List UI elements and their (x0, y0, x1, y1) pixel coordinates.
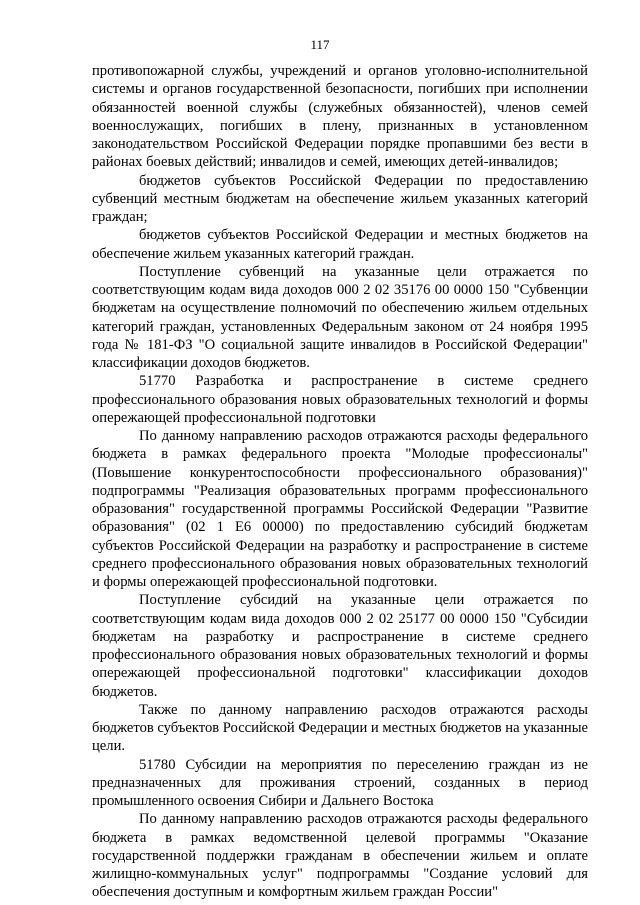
paragraph-heading-51780: 51780 Субсидии на мероприятия по переселению граждан из не предназначенных для проживания строений, созданных в период промышленного освоения Сибири и Дальнего Востока (92, 756, 588, 809)
page-number: 117 (310, 37, 330, 52)
paragraph-51770-regional-local: Также по данному направлению расходов отражаются расходы бюджетов субъектов Российской Федерации и местных бюджетов на указанные цели. (92, 701, 589, 755)
paragraph-51770-income-code: Поступление субсидий на указанные цели отражается по соответствующим кодам вида доходов 000 2 02 25177 00 0000 150 "Субсидии бюджетам на разработку и распространение в системе среднего профессионального образования новых образовательных технологий и формы опережающей профессиональной подготовки" классификации доходов бюджетов. (92, 592, 588, 700)
paragraph-heading-51770: 51770 Разработка и распространение в системе среднего профессионального образования новых образовательных технологий и формы опережающей профессиональной подготовки (92, 373, 588, 426)
paragraph-regional-budgets-subventions: бюджетов субъектов Российской Федерации по предоставлению субвенций местным бюджетам на обеспечение жильем указанных категорий граждан; (92, 172, 588, 225)
document-body (92, 62, 588, 902)
paragraph-51770-expenses: По данному направлению расходов отражаются расходы федерального бюджета в рамках федерального проекта "Молодые профессионалы" (Повышение конкурентоспособности профессионального образования)" подпрограммы "Реализация образовательных программ профессионального образования" государственной программы Российской Федерации "Развитие образования" (02 1 Е6 00000) по предоставлению субсидий бюджетам субъектов Российской Федерации на разработку и распространение в системе среднего профессионального образования новых образовательных технологий и формы опережающей профессиональной подготовки. (92, 428, 588, 590)
paragraph-regional-local-budgets: бюджетов субъектов Российской Федерации и местных бюджетов на обеспечение жильем указанных категорий граждан. (92, 227, 588, 262)
paragraph-subvention-income-code: Поступление субвенций на указанные цели отражается по соответствующим кодам вида доходов 000 2 02 35176 00 0000 150 "Субвенции бюджетам на осуществление полномочий по обеспечению жильем отдельных категорий граждан, установленных Федеральным законом от 24 ноября 1995 года № 181-ФЗ "О социальной защите инвалидов в Российской Федерации" классификации доходов бюджетов. (92, 263, 588, 371)
paragraph-continuation-beneficiaries: противопожарной службы, учреждений и органов уголовно-исполнительной системы и органов государственной безопасности, погибших при исполнении обязанностей военной службы (служебных обязанностей), членов семей военнослужащих, погибших в плену, признанных в установленном законодательством Российской Федерации порядке пропавшими без вести в районах боевых действий; инвалидов и семей, имеющих детей-инвалидов; (92, 63, 588, 171)
paragraph-51780-expenses: По данному направлению расходов отражаются расходы федерального бюджета в рамках ведомственной целевой программы "Оказание государственной поддержки гражданам в обеспечении жильем и оплате жилищно-коммунальных услуг" подпрограммы "Создание условий для обеспечения доступным и комфортным жильем граждан России" (92, 811, 588, 901)
